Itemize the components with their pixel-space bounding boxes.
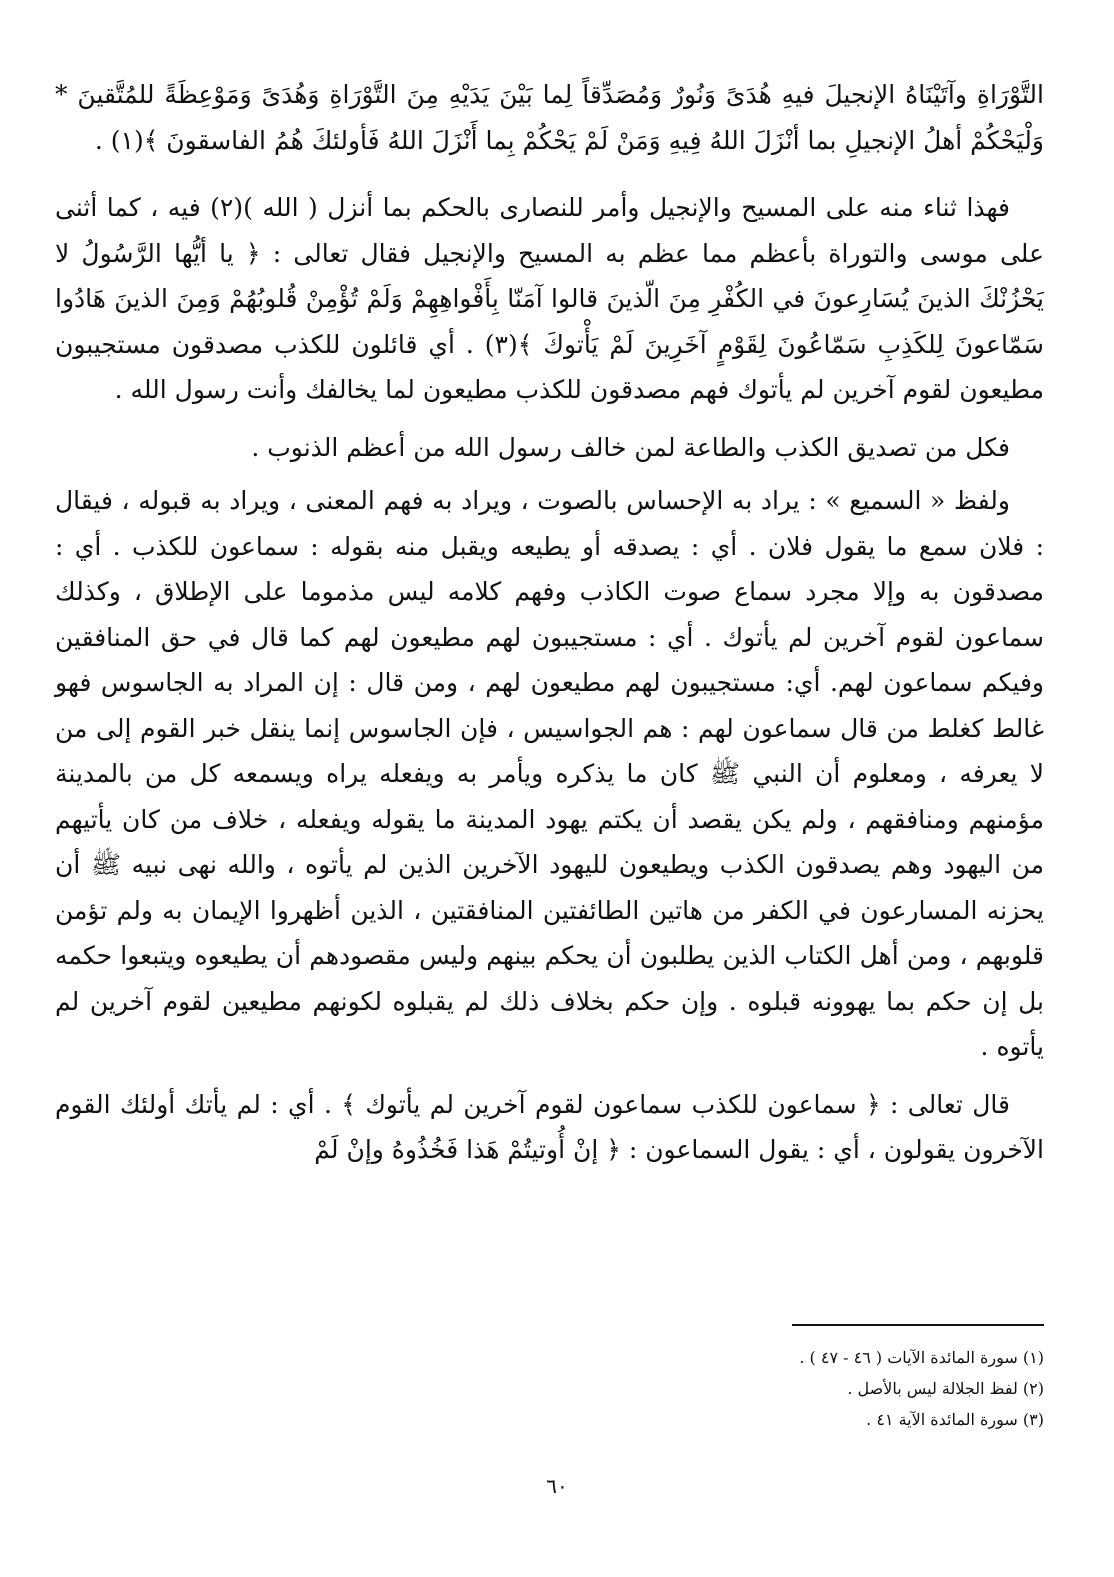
footnote-3: (٣) سورة المائدة الآية ٤١ .	[866, 1410, 1044, 1429]
footnote-2: (٢) لفظ الجلالة ليس بالأصل .	[847, 1379, 1044, 1398]
footnotes	[344, 1342, 1044, 1435]
page-body	[55, 72, 1044, 1173]
paragraph-quran-quote: التَّوْرَاةِ وآتَيْنَاهُ الإنجيلَ فيهِ هُدَىً وَنُورٌ وَمُصَدِّقاً لِما بَيْنَ يَدَيْهِ مِنَ التَّوْرَاةِ وَهُدَىً وَمَوْعِظَةً للمُتَّقينَ * وَلْيَحْكُمْ أهلُ الإنجيلِ بما أنْزَلَ اللهُ فِيهِ وَمَنْ لَمْ يَحْكُمْ بِما أَنْزَلَ اللهُ فَأولئكَ هُمُ الفاسقونَ ﴾(١) .	[55, 80, 1044, 155]
footnote-divider	[792, 1324, 1044, 1326]
paragraph-praise: فهذا ثناء منه على المسيح والإنجيل وأمر للنصارى بالحكم بما أنزل ( الله )(٢) فيه ، كما أثنى على موسى والتوراة بأعظم مما عظم به المسيح والإنجيل فقال تعالى : ﴿ يا أيُّها الرَّسُولُ لا يَحْزُنْكَ الذينَ يُسَارِعونَ في الكُفْرِ مِنَ الّذينَ قالوا آمَنّا بِأَفْواهِهِمْ وَلَمْ تُؤْمِنْ قُلوبُهُمْ وَمِنَ الذينَ هَادُوا سَمّاعونَ لِلكَذِبِ سَمّاعُونَ لِقَوْمٍ آخَرِينَ لَمْ يَأْتوكَ ﴾(٣) . أي قائلون للكذب مصدقون مستجيبون مطيعون لقوم آخرين لم يأتوك فهم مصدقون للكذب مطيعون لما يخالفك وأنت رسول الله .	[55, 193, 1044, 404]
footnote-1: (١) سورة المائدة الآيات ( ٤٦ - ٤٧ ) .	[799, 1348, 1044, 1367]
paragraph-sin: فكل من تصديق الكذب والطاعة لمن خالف رسول الله من أعظم الذنوب .	[251, 432, 1010, 462]
paragraph-qala-taala: قال تعالى : ﴿ سماعون للكذب سماعون لقوم آخرين لم يأتوك ﴾ . أي : لم يأتك أولئك القوم الآخرون يقولون ، أي : يقول السماعون : ﴿ إنْ أُوتيتُمْ هَذا فَخُذُوهُ وإنْ لَمْ	[55, 1089, 1044, 1164]
paragraph-hearing: ولفظ « السميع » : يراد به الإحساس بالصوت ، ويراد به فهم المعنى ، ويراد به قبوله ، فيقال : فلان سمع ما يقول فلان . أي : يصدقه أو يطيعه ويقبل منه بقوله : سماعون للكذب . أي : مصدقون به وإلا مجرد سماع صوت الكاذب وفهم كلامه ليس مذموما على الإطلاق ، وكذلك سماعون لقوم آخرين لم يأتوك . أي : مستجيبون لهم مطيعون لهم كما قال في حق المنافقين وفيكم سماعون لهم. أي: مستجيبون لهم مطيعون لهم ، ومن قال : إن المراد به الجاسوس فهو غالط كغلط من قال سماعون لهم : هم الجواسيس ، فإن الجاسوس إنما ينقل خبر القوم إلى من لا يعرفه ، ومعلوم أن النبي ﷺ كان ما يذكره ويأمر به ويفعله يراه ويسمعه كل من بالمدينة مؤمنهم ومنافقهم ، ولم يكن يقصد أن يكتم يهود المدينة ما يقوله ويفعله ، خلاف من كان يأتيهم من اليهود وهم يصدقون الكذب ويطيعون لليهود الآخرين الذين لم يأتوه ، والله نهى نبيه ﷺ أن يحزنه المسارعون في الكفر من هاتين الطائفتين المنافقتين ، الذين أظهروا الإيمان به ولم تؤمن قلوبهم ، ومن أهل الكتاب الذين يطلبون أن يحكم بينهم وليس مقصودهم أن يطيعوه ويتبعوا حكمه بل إن حكم بما يهوونه قبلوه . وإن حكم بخلاف ذلك لم يقبلوه لكونهم مطيعين لقوم آخرين لم يأتوه .	[55, 486, 1044, 1061]
page-number: ٦٠	[546, 1474, 568, 1498]
